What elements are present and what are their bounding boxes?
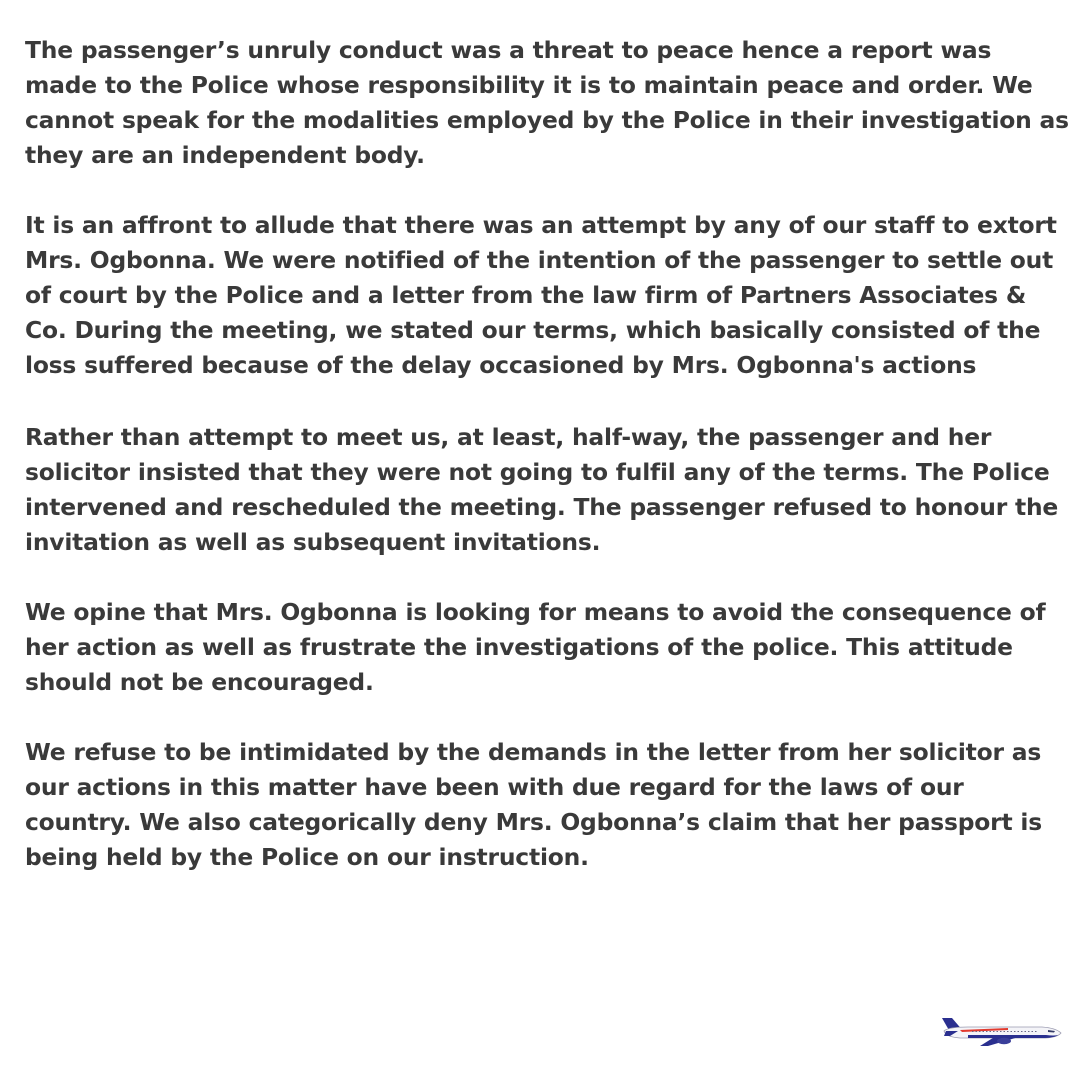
- paragraph-extortion-denial: It is an affront to allude that there was an attempt by any of our staff to extort Mrs. Ogbonna. We were notified of the intention of the passenger to settle out of court by the Police and a letter from the law firm of Partners Associates & Co. During the meeting, we stated our terms, which basically consisted of the loss suffered because of the delay occasioned by Mrs. Ogbonna's actions: [25, 211, 1057, 379]
- airplane-engine: [997, 1038, 1011, 1044]
- paragraph-avoidance: We opine that Mrs. Ogbonna is looking for means to avoid the consequence of her action as well as frustrate the investigations of the police. This attitude should not be encouraged.: [25, 598, 1046, 696]
- statement-body: [25, 33, 1070, 910]
- paragraph-passport-denial: We refuse to be intimidated by the demands in the letter from her solicitor as our actions in this matter have been with due regard for the laws of our country. We also categorically deny Mrs. Ogbonna’s claim that her passport is being held by the Police on our instruction.: [25, 738, 1042, 871]
- paragraph-police-report: The passenger’s unruly conduct was a threat to peace hence a report was made to the Police whose responsibility it is to maintain peace and order. We cannot speak for the modalities employed by the Police in their investigation as they are an independent body.: [25, 36, 1069, 169]
- airplane-icon: [938, 1014, 1064, 1048]
- paragraph-meeting-refusal: Rather than attempt to meet us, at least, half-way, the passenger and her solicitor insisted that they were not going to fulfil any of the terms. The Police intervened and rescheduled the meeting. The passenger refused to honour the invitation as well as subsequent invitations.: [25, 423, 1059, 556]
